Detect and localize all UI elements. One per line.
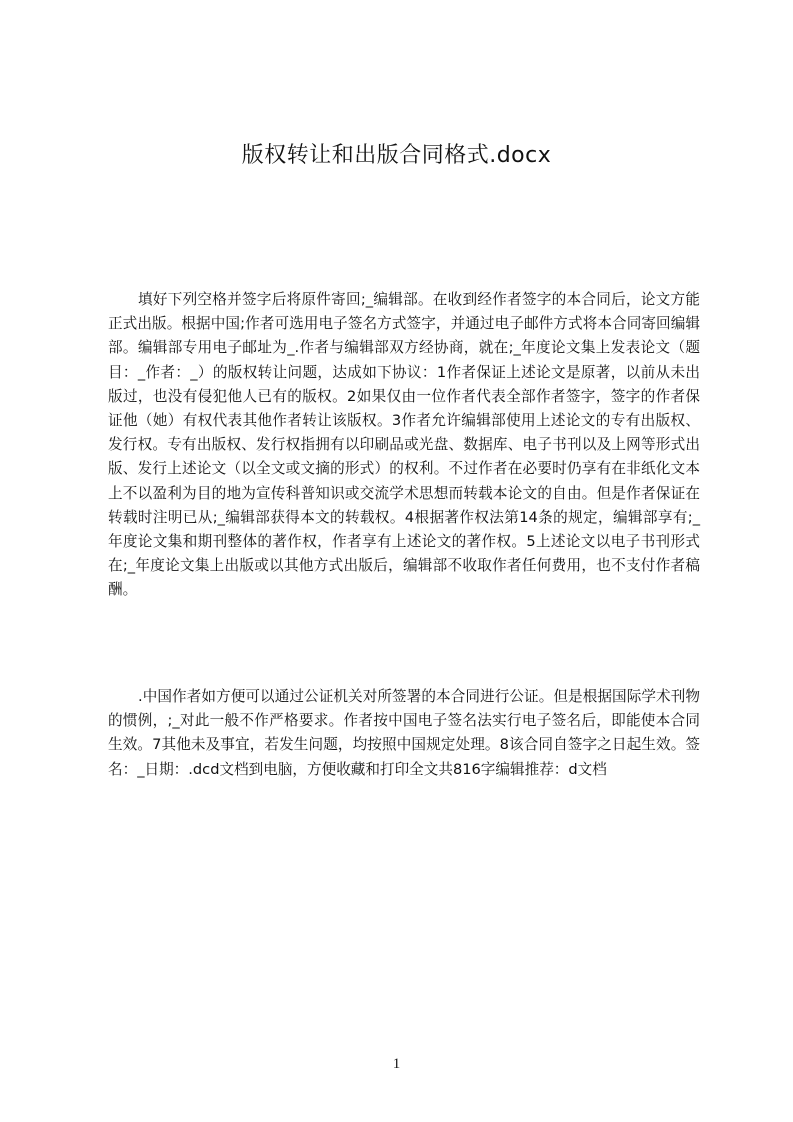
page-number: 1	[392, 1056, 401, 1072]
body-paragraph-2: .中国作者如方便可以通过公证机关对所签署的本合同进行公证。但是根据国际学术刊物的惯例，;_对此一般不作严格要求。作者按中国电子签名法实行电子签名后，即能使本合同生效。7其他未及事宜，若发生问题，均按照中国规定处理。8该合同自签字之日起生效。签名：_日期：.dcd文档到电脑，方便收藏和打印全文共816字编辑推荐：d文档	[108, 688, 700, 778]
document-title: 版权转让和出版合同格式.docx	[241, 143, 552, 168]
body-paragraph-1: 填好下列空格并签字后将原件寄回;_编辑部。在收到经作者签字的本合同后，论文方能正式出版。根据中国;作者可选用电子签名方式签字，并通过电子邮件方式将本合同寄回编辑部。编辑部专用电子邮址为_.作者与编辑部双方经协商，就在;_年度论文集上发表论文（题目：_作者：_）的版权转让问题，达成如下协议：1作者保证上述论文是原著，以前从未出版过，也没有侵犯他人已有的版权。2如果仅由一位作者代表全部作者签字，签字的作者保证他（她）有权代表其他作者转让该版权。3作者允许编辑部使用上述论文的专有出版权、发行权。专有出版权、发行权指拥有以印刷品或光盘、数据库、电子书刊以及上网等形式出版、发行上述论文（以全文或文摘的形式）的权利。不过作者在必要时仍享有在非纸化文本上不以盈利为目的地为宣传科普知识或交流学术思想而转载本论文的自由。但是作者保证在转载时注明已从;_编辑部获得本文的转载权。4根据著作权法第14条的规定，编辑部享有;_年度论文集和期刊整体的著作权，作者享有上述论文的著作权。5上述论文以电子书刊形式在;_年度论文集上出版或以其他方式出版后，编辑部不收取作者任何费用，也不支付作者稿酬。	[108, 291, 700, 599]
